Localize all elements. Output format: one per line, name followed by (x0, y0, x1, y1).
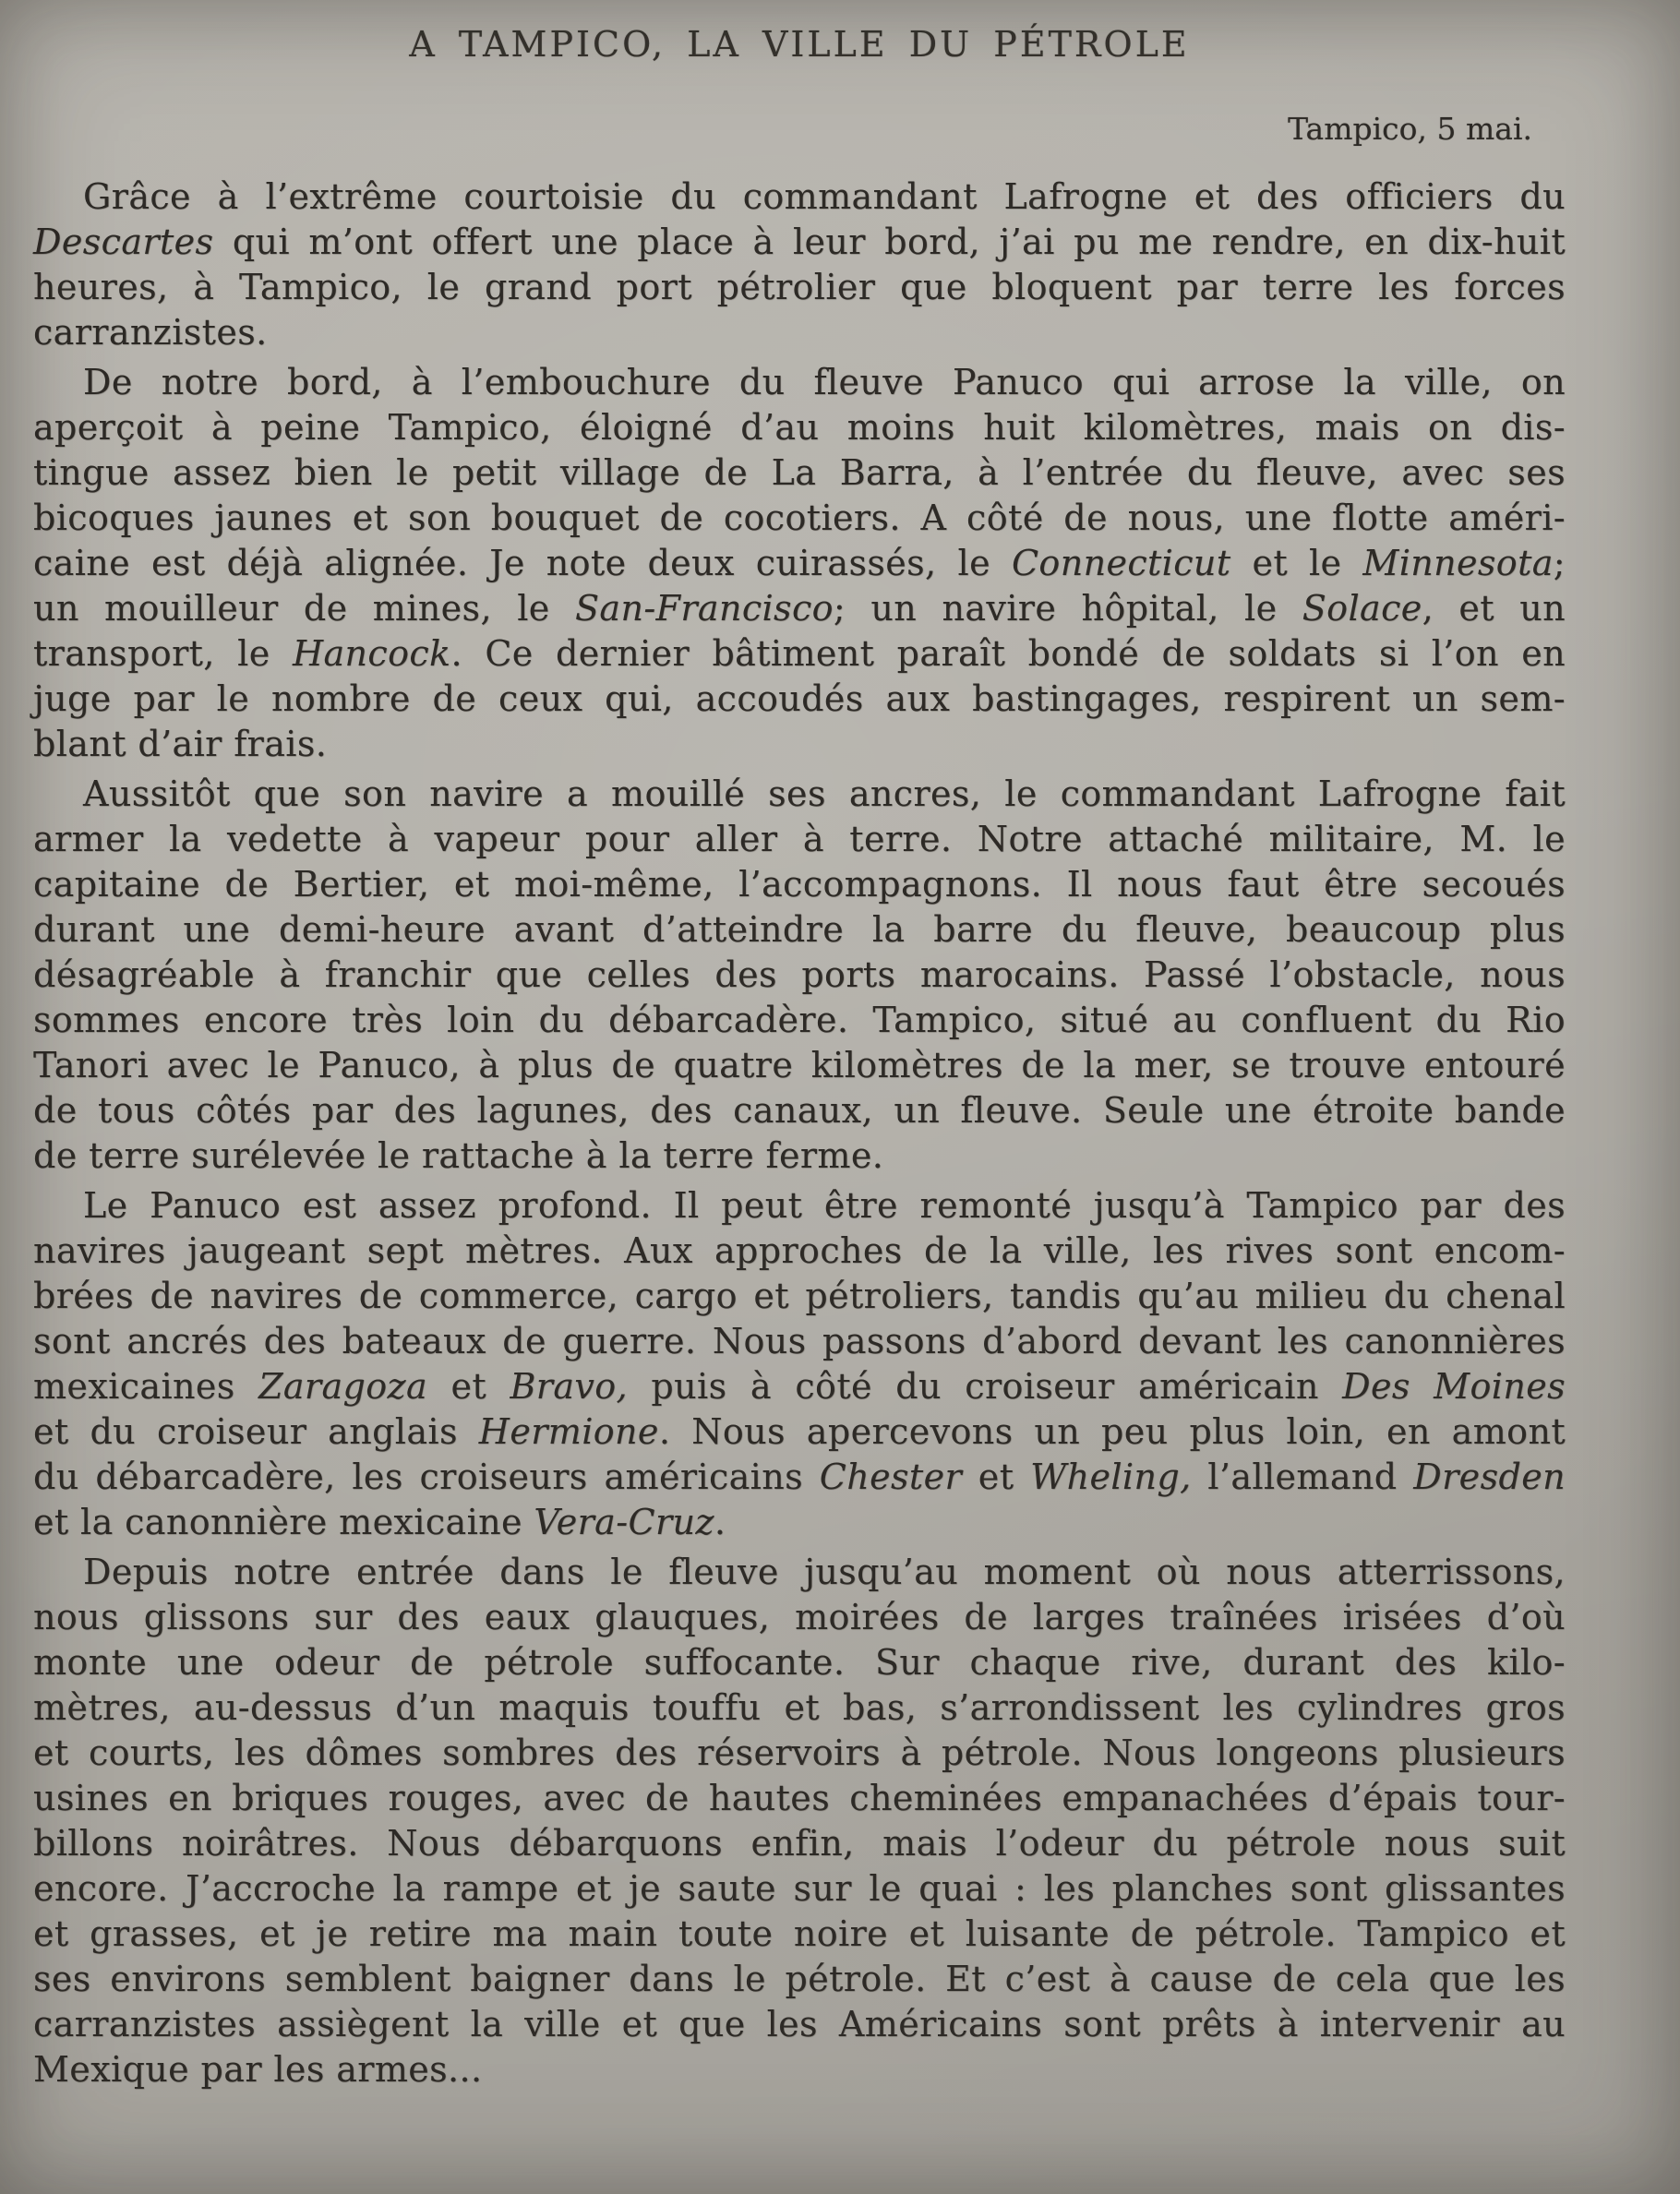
text-run: ; (1553, 543, 1566, 583)
text-run: . Nous apercevons un peu plus loin, en amont (658, 1411, 1566, 1452)
text-line (33, 310, 1566, 355)
paragraph (33, 772, 1566, 1179)
text-run: caine est déjà alignée. Je note deux cuirassés, le (33, 543, 1012, 583)
ship-name: Wheling, (1030, 1457, 1192, 1497)
text-run: mexicaines (33, 1366, 259, 1407)
text-line (33, 405, 1566, 450)
text-run: de terre surélevée le rattache à la terre ferme. (33, 1135, 884, 1176)
text-run: qui m’ont offert une place à leur bord, j’ai pu me rendre, en dix-huit (213, 222, 1566, 262)
text-line (33, 677, 1566, 722)
text-line (33, 220, 1566, 265)
text-line (33, 862, 1566, 907)
text-line (33, 360, 1566, 405)
text-line (33, 586, 1566, 631)
text-line (33, 1409, 1566, 1455)
paragraph (33, 1550, 1566, 2092)
text-run: ; un navire hôpital, le (833, 588, 1302, 629)
text-run: Mexique par les armes... (33, 2049, 483, 2090)
text-run: Depuis notre entrée dans le fleuve jusqu’au moment où nous atterrissons, (83, 1552, 1566, 1592)
text-line (33, 1274, 1566, 1319)
text-line (33, 1229, 1566, 1274)
text-run: brées de navires de commerce, cargo et pétroliers, tandis qu’au milieu du chenal (33, 1276, 1566, 1316)
text-run: tingue assez bien le petit village de La Barra, à l’entrée du fleuve, avec ses (33, 452, 1566, 493)
ship-name: Des Moines (1342, 1366, 1566, 1407)
text-run: et la canonnière mexicaine (33, 1502, 534, 1542)
page-title: A TAMPICO, LA VILLE DU PÉTROLE (409, 24, 1190, 65)
dateline: Tampico, 5 mai. (1288, 111, 1532, 147)
text-run: l’allemand (1191, 1457, 1414, 1497)
text-line (33, 450, 1566, 496)
text-run: un mouilleur de mines, le (33, 588, 575, 629)
text-run: nous glissons sur des eaux glauques, moirées de larges traînées irisées d’où (33, 1597, 1566, 1637)
text-line (33, 1500, 1566, 1545)
text-run: aperçoit à peine Tampico, éloigné d’au moins huit kilomètres, mais on dis- (33, 407, 1566, 448)
text-line (33, 1640, 1566, 1685)
ship-name: Solace (1302, 588, 1422, 629)
ship-name: Descartes (33, 222, 214, 262)
text-run: Aussitôt que son navire a mouillé ses ancres, le commandant Lafrogne fait (83, 773, 1566, 814)
text-line (33, 1364, 1566, 1409)
ship-name: Connecticut (1011, 543, 1231, 583)
ship-name: San-Francisco (574, 588, 834, 629)
text-run: Le Panuco est assez profond. Il peut être remonté jusqu’à Tampico par des (83, 1185, 1566, 1226)
text-run: et le (1230, 543, 1363, 583)
text-run: et (962, 1457, 1031, 1497)
text-line (33, 772, 1566, 817)
text-run: heures, à Tampico, le grand port pétrolier que bloquent par terre les forces (33, 267, 1566, 307)
text-line (33, 907, 1566, 953)
text-line (33, 2047, 1566, 2092)
ship-name: Vera-Cruz (534, 1502, 714, 1542)
text-run: . Ce dernier bâtiment paraît bondé de soldats si l’on en (450, 633, 1566, 674)
text-run: et grasses, et je retire ma main toute noire et luisante de pétrole. Tampico et (33, 1913, 1566, 1954)
text-run: désagréable à franchir que celles des ports marocains. Passé l’obstacle, nous (33, 954, 1566, 995)
text-line (33, 953, 1566, 998)
text-run: et du croiseur anglais (33, 1411, 479, 1452)
text-run: encore. J’accroche la rampe et je saute sur le quai : les planches sont glissantes (33, 1868, 1566, 1909)
text-line (33, 1133, 1566, 1179)
text-line (33, 541, 1566, 586)
paragraph (33, 174, 1566, 355)
text-line (33, 1912, 1566, 1957)
text-line (33, 174, 1566, 220)
text-run: De notre bord, à l’embouchure du fleuve Panuco qui arrose la ville, on (83, 362, 1566, 402)
text-run: juge par le nombre de ceux qui, accoudés aux bastingages, respirent un sem- (33, 678, 1566, 719)
text-run: navires jaugeant sept mètres. Aux approches de la ville, les rives sont encom- (33, 1230, 1566, 1271)
text-run: sommes encore très loin du débarcadère. Tampico, situé au confluent du Rio (33, 1000, 1566, 1040)
text-run: usines en briques rouges, avec de hautes cheminées empanachées d’épais tour- (33, 1778, 1566, 1818)
text-line (33, 1455, 1566, 1500)
text-line (33, 1043, 1566, 1088)
text-line (33, 496, 1566, 541)
text-line (33, 1685, 1566, 1731)
text-run: billons noirâtres. Nous débarquons enfin, mais l’odeur du pétrole nous suit (33, 1823, 1566, 1864)
page-content (33, 24, 1566, 2097)
text-run: mètres, au-dessus d’un maquis touffu et bas, s’arrondissent les cylindres gros (33, 1687, 1566, 1728)
text-run: carranzistes. (33, 312, 268, 353)
text-line (33, 1595, 1566, 1640)
text-line (33, 1821, 1566, 1866)
text-run: puis à côté du croiseur américain (628, 1366, 1343, 1407)
text-line (33, 2002, 1566, 2047)
text-line (33, 1088, 1566, 1133)
text-run: du débarcadère, les croiseurs américains (33, 1457, 820, 1497)
text-line (33, 722, 1566, 767)
text-run: Tanori avec le Panuco, à plus de quatre kilomètres de la mer, se trouve entouré (33, 1045, 1566, 1085)
ship-name: Bravo, (510, 1366, 629, 1407)
text-run: bicoques jaunes et son bouquet de cocotiers. A côté de nous, une flotte améri- (33, 498, 1566, 538)
text-run: carranzistes assiègent la ville et que les Américains sont prêts à intervenir au (33, 2004, 1566, 2044)
paragraph (33, 1183, 1566, 1545)
paragraph (33, 360, 1566, 767)
text-line (33, 1776, 1566, 1821)
text-line (33, 1319, 1566, 1364)
text-run: ses environs semblent baigner dans le pétrole. Et c’est à cause de cela que les (33, 1959, 1566, 1999)
ship-name: Dresden (1413, 1457, 1566, 1497)
text-run: et (427, 1366, 510, 1407)
text-line (33, 1957, 1566, 2002)
text-run: blant d’air frais. (33, 724, 328, 764)
ship-name: Hermione (478, 1411, 659, 1452)
ship-name: Hancock (292, 633, 451, 674)
text-line (33, 265, 1566, 310)
text-run: et courts, les dômes sombres des réservoirs à pétrole. Nous longeons plusieurs (33, 1732, 1566, 1773)
text-line (33, 1550, 1566, 1595)
ship-name: Minnesota (1362, 543, 1554, 583)
text-run: monte une odeur de pétrole suffocante. Sur chaque rive, durant des kilo- (33, 1642, 1566, 1683)
ship-name: Chester (819, 1457, 963, 1497)
text-line (33, 1183, 1566, 1229)
body-text (33, 174, 1566, 2092)
text-run: Grâce à l’extrême courtoisie du commandant Lafrogne et des officiers du (83, 176, 1566, 217)
text-run: . (714, 1502, 726, 1542)
text-run: sont ancrés des bateaux de guerre. Nous passons d’abord devant les canonnières (33, 1321, 1566, 1361)
text-line (33, 631, 1566, 677)
text-run: durant une demi-heure avant d’atteindre la barre du fleuve, beaucoup plus (33, 909, 1566, 950)
text-line (33, 998, 1566, 1043)
text-run: , et un (1422, 588, 1566, 629)
ship-name: Zaragoza (258, 1366, 428, 1407)
text-line (33, 817, 1566, 862)
text-run: capitaine de Bertier, et moi-même, l’accompagnons. Il nous faut être secoués (33, 864, 1566, 905)
text-run: armer la vedette à vapeur pour aller à terre. Notre attaché militaire, M. le (33, 819, 1566, 859)
text-line (33, 1866, 1566, 1912)
text-line (33, 1731, 1566, 1776)
text-run: transport, le (33, 633, 293, 674)
text-run: de tous côtés par des lagunes, des canaux, un fleuve. Seule une étroite bande (33, 1090, 1566, 1131)
